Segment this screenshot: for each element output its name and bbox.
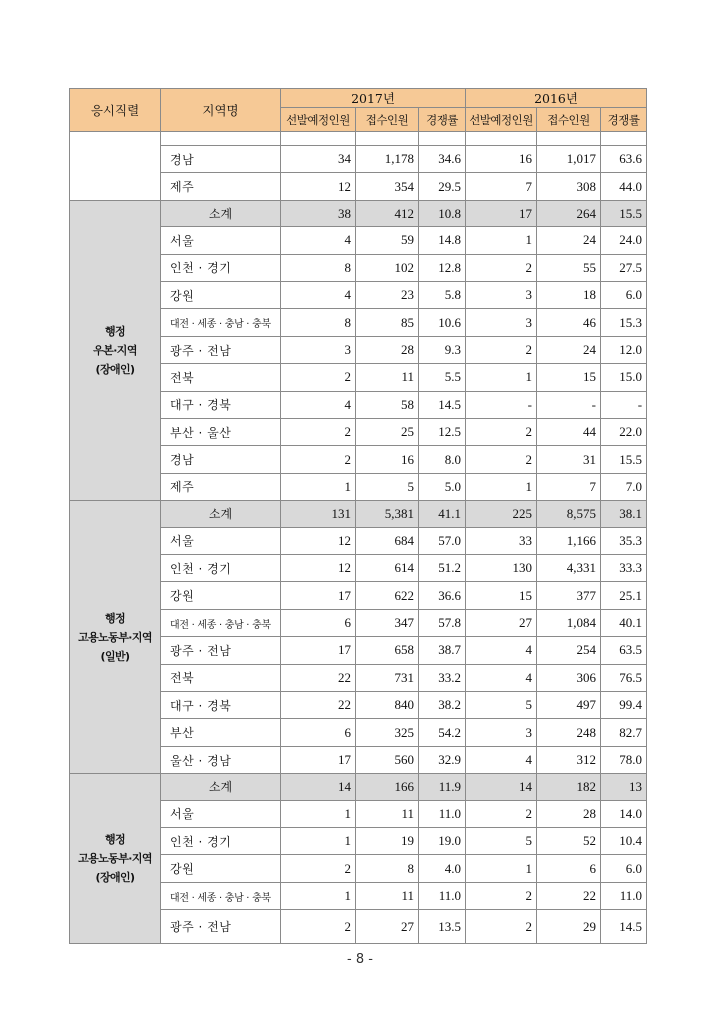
value-cell: 24 bbox=[537, 227, 601, 254]
value-cell: 2 bbox=[466, 419, 537, 446]
region-cell: 서울 bbox=[161, 227, 281, 254]
region-cell: 인천 · 경기 bbox=[161, 555, 281, 582]
value-cell: 29.5 bbox=[419, 173, 466, 200]
value-cell: 52 bbox=[537, 828, 601, 855]
value-cell: 38.7 bbox=[419, 637, 466, 664]
value-cell: 15 bbox=[537, 364, 601, 391]
value-cell: 25.1 bbox=[601, 582, 647, 609]
table-row bbox=[70, 132, 647, 146]
value-cell: 19 bbox=[356, 828, 419, 855]
value-cell: 51.2 bbox=[419, 555, 466, 582]
value-cell: 5 bbox=[466, 692, 537, 719]
value-cell: 14.5 bbox=[419, 391, 466, 418]
value-cell: 36.6 bbox=[419, 582, 466, 609]
value-cell: 377 bbox=[537, 582, 601, 609]
region-cell: 대전 · 세종 · 충남 · 충북 bbox=[161, 309, 281, 336]
value-cell: 15.0 bbox=[601, 364, 647, 391]
header-region: 지역명 bbox=[161, 89, 281, 132]
value-cell: 17 bbox=[281, 746, 356, 773]
subtotal-value: 166 bbox=[356, 774, 419, 801]
value-cell: 54.2 bbox=[419, 719, 466, 746]
value-cell: 1 bbox=[281, 828, 356, 855]
value-cell: 33.3 bbox=[601, 555, 647, 582]
header-year-2016: 2016년 bbox=[466, 89, 647, 108]
region-cell: 대구 · 경북 bbox=[161, 391, 281, 418]
value-cell: 85 bbox=[356, 309, 419, 336]
value-cell: 1,017 bbox=[537, 146, 601, 173]
value-cell: 2 bbox=[466, 800, 537, 827]
subtotal-label: 소계 bbox=[161, 774, 281, 801]
value-cell: 57.0 bbox=[419, 527, 466, 554]
value-cell: 63.6 bbox=[601, 146, 647, 173]
region-cell: 광주 · 전남 bbox=[161, 336, 281, 363]
value-cell: 22 bbox=[537, 882, 601, 909]
value-cell: 35.3 bbox=[601, 527, 647, 554]
value-cell: 4 bbox=[466, 746, 537, 773]
value-cell: 11 bbox=[356, 882, 419, 909]
value-cell: 22.0 bbox=[601, 419, 647, 446]
value-cell: 11.0 bbox=[419, 882, 466, 909]
subtotal-value: 5,381 bbox=[356, 501, 419, 528]
category-line: (장애인) bbox=[95, 871, 135, 885]
value-cell: 11 bbox=[356, 800, 419, 827]
value-cell: 15 bbox=[466, 582, 537, 609]
value-cell: 10.6 bbox=[419, 309, 466, 336]
value-cell: 17 bbox=[281, 637, 356, 664]
value-cell: 6.0 bbox=[601, 855, 647, 882]
value-cell: 6 bbox=[281, 609, 356, 636]
value-cell: 840 bbox=[356, 692, 419, 719]
category-line: 행정 bbox=[104, 611, 126, 625]
value-cell: 658 bbox=[356, 637, 419, 664]
value-cell: 614 bbox=[356, 555, 419, 582]
category-line: (장애인) bbox=[95, 362, 135, 376]
value-cell: 12.0 bbox=[601, 336, 647, 363]
category-line: 행정 bbox=[104, 324, 126, 338]
region-cell: 부산 bbox=[161, 719, 281, 746]
subtotal-row bbox=[70, 501, 647, 528]
value-cell: 55 bbox=[537, 254, 601, 281]
competition-table bbox=[69, 88, 647, 944]
category-cell bbox=[70, 501, 161, 774]
value-cell: 27 bbox=[356, 910, 419, 944]
header-col: 경쟁률 bbox=[419, 108, 466, 132]
value-cell: 63.5 bbox=[601, 637, 647, 664]
value-cell: 306 bbox=[537, 664, 601, 691]
value-cell: 25 bbox=[356, 419, 419, 446]
value-cell: 76.5 bbox=[601, 664, 647, 691]
value-cell: - bbox=[537, 391, 601, 418]
region-cell: 광주 · 전남 bbox=[161, 910, 281, 944]
region-cell: 인천 · 경기 bbox=[161, 254, 281, 281]
value-cell: 14.5 bbox=[601, 910, 647, 944]
value-cell: 15.3 bbox=[601, 309, 647, 336]
value-cell: 4 bbox=[466, 637, 537, 664]
value-cell: 130 bbox=[466, 555, 537, 582]
value-cell: 34.6 bbox=[419, 146, 466, 173]
value-cell: 12 bbox=[281, 527, 356, 554]
value-cell: 684 bbox=[356, 527, 419, 554]
region-cell: 서울 bbox=[161, 527, 281, 554]
value-cell: 58 bbox=[356, 391, 419, 418]
value-cell: 325 bbox=[356, 719, 419, 746]
value-cell: 2 bbox=[281, 419, 356, 446]
value-cell: 4 bbox=[281, 391, 356, 418]
category-cell bbox=[70, 200, 161, 500]
value-cell: 22 bbox=[281, 692, 356, 719]
value-cell: 28 bbox=[356, 336, 419, 363]
value-cell: 11 bbox=[356, 364, 419, 391]
value-cell: 31 bbox=[537, 446, 601, 473]
value-cell: 1,084 bbox=[537, 609, 601, 636]
value-cell: 82.7 bbox=[601, 719, 647, 746]
value-cell: 59 bbox=[356, 227, 419, 254]
value-cell: 3 bbox=[466, 719, 537, 746]
value-cell: 4 bbox=[281, 227, 356, 254]
value-cell: 27 bbox=[466, 609, 537, 636]
value-cell: 4.0 bbox=[419, 855, 466, 882]
value-cell: 12 bbox=[281, 173, 356, 200]
subtotal-value: 14 bbox=[466, 774, 537, 801]
value-cell: 497 bbox=[537, 692, 601, 719]
region-cell: 울산 · 경남 bbox=[161, 746, 281, 773]
value-cell: 2 bbox=[466, 336, 537, 363]
value-cell: 2 bbox=[281, 855, 356, 882]
value-cell: 8 bbox=[281, 309, 356, 336]
page-number: - 8 - bbox=[347, 952, 373, 967]
header-col: 선발예정인원 bbox=[281, 108, 356, 132]
value-cell: 7 bbox=[537, 473, 601, 500]
value-cell: 5.0 bbox=[419, 473, 466, 500]
value-cell: 3 bbox=[281, 336, 356, 363]
value-cell: 1,166 bbox=[537, 527, 601, 554]
value-cell: 7.0 bbox=[601, 473, 647, 500]
value-cell: 18 bbox=[537, 282, 601, 309]
value-cell: 9.3 bbox=[419, 336, 466, 363]
value-cell: 7 bbox=[466, 173, 537, 200]
subtotal-row bbox=[70, 200, 647, 227]
value-cell: 1 bbox=[466, 364, 537, 391]
header-col: 접수인원 bbox=[356, 108, 419, 132]
value-cell: 16 bbox=[356, 446, 419, 473]
value-cell: 2 bbox=[281, 910, 356, 944]
value-cell: 254 bbox=[537, 637, 601, 664]
value-cell: 14.8 bbox=[419, 227, 466, 254]
header-col: 경쟁률 bbox=[601, 108, 647, 132]
value-cell: 2 bbox=[281, 364, 356, 391]
value-cell: 1 bbox=[466, 227, 537, 254]
region-cell: 대전 · 세종 · 충남 · 충북 bbox=[161, 882, 281, 909]
header-col: 접수인원 bbox=[537, 108, 601, 132]
value-cell: 14.0 bbox=[601, 800, 647, 827]
region-cell: 서울 bbox=[161, 800, 281, 827]
subtotal-label: 소계 bbox=[161, 200, 281, 227]
value-cell: - bbox=[466, 391, 537, 418]
region-cell: 제주 bbox=[161, 473, 281, 500]
value-cell: - bbox=[601, 391, 647, 418]
value-cell: 6.0 bbox=[601, 282, 647, 309]
value-cell: 19.0 bbox=[419, 828, 466, 855]
region-cell: 경남 bbox=[161, 446, 281, 473]
value-cell: 33.2 bbox=[419, 664, 466, 691]
value-cell: 27.5 bbox=[601, 254, 647, 281]
value-cell: 44 bbox=[537, 419, 601, 446]
region-cell: 전북 bbox=[161, 364, 281, 391]
value-cell: 1,178 bbox=[356, 146, 419, 173]
value-cell: 6 bbox=[281, 719, 356, 746]
value-cell: 1 bbox=[466, 473, 537, 500]
value-cell: 12 bbox=[281, 555, 356, 582]
value-cell: 40.1 bbox=[601, 609, 647, 636]
subtotal-value: 182 bbox=[537, 774, 601, 801]
category-line: (일반) bbox=[100, 649, 130, 663]
value-cell: 12.8 bbox=[419, 254, 466, 281]
value-cell: 3 bbox=[466, 309, 537, 336]
value-cell: 99.4 bbox=[601, 692, 647, 719]
subtotal-value: 15.5 bbox=[601, 200, 647, 227]
category-line: 고용노동부·지역 bbox=[78, 852, 152, 866]
value-cell: 78.0 bbox=[601, 746, 647, 773]
category-cell bbox=[70, 774, 161, 944]
value-cell bbox=[466, 132, 537, 146]
region-cell: 경남 bbox=[161, 146, 281, 173]
header-year-2017: 2017년 bbox=[281, 89, 466, 108]
value-cell bbox=[281, 132, 356, 146]
subtotal-value: 41.1 bbox=[419, 501, 466, 528]
value-cell: 8.0 bbox=[419, 446, 466, 473]
value-cell: 33 bbox=[466, 527, 537, 554]
value-cell: 28 bbox=[537, 800, 601, 827]
value-cell: 57.8 bbox=[419, 609, 466, 636]
value-cell: 38.2 bbox=[419, 692, 466, 719]
subtotal-row bbox=[70, 774, 647, 801]
value-cell: 102 bbox=[356, 254, 419, 281]
value-cell: 32.9 bbox=[419, 746, 466, 773]
subtotal-value: 17 bbox=[466, 200, 537, 227]
value-cell: 46 bbox=[537, 309, 601, 336]
region-cell: 광주 · 전남 bbox=[161, 637, 281, 664]
region-cell: 제주 bbox=[161, 173, 281, 200]
value-cell: 248 bbox=[537, 719, 601, 746]
value-cell: 5 bbox=[466, 828, 537, 855]
region-cell bbox=[161, 132, 281, 146]
value-cell: 5 bbox=[356, 473, 419, 500]
value-cell bbox=[601, 132, 647, 146]
header-category: 응시직렬 bbox=[70, 89, 161, 132]
value-cell: 1 bbox=[281, 882, 356, 909]
value-cell: 4,331 bbox=[537, 555, 601, 582]
subtotal-value: 264 bbox=[537, 200, 601, 227]
region-cell: 전북 bbox=[161, 664, 281, 691]
subtotal-value: 8,575 bbox=[537, 501, 601, 528]
value-cell: 2 bbox=[466, 254, 537, 281]
value-cell: 24 bbox=[537, 336, 601, 363]
value-cell: 2 bbox=[466, 882, 537, 909]
value-cell: 347 bbox=[356, 609, 419, 636]
value-cell: 11.0 bbox=[419, 800, 466, 827]
subtotal-value: 11.9 bbox=[419, 774, 466, 801]
subtotal-value: 14 bbox=[281, 774, 356, 801]
value-cell: 8 bbox=[281, 254, 356, 281]
subtotal-value: 225 bbox=[466, 501, 537, 528]
value-cell: 34 bbox=[281, 146, 356, 173]
subtotal-value: 10.8 bbox=[419, 200, 466, 227]
value-cell: 12.5 bbox=[419, 419, 466, 446]
value-cell: 29 bbox=[537, 910, 601, 944]
category-line: 우본·지역 bbox=[93, 343, 137, 357]
value-cell: 44.0 bbox=[601, 173, 647, 200]
header-col: 선발예정인원 bbox=[466, 108, 537, 132]
value-cell: 731 bbox=[356, 664, 419, 691]
value-cell: 2 bbox=[466, 910, 537, 944]
value-cell: 17 bbox=[281, 582, 356, 609]
value-cell: 354 bbox=[356, 173, 419, 200]
region-cell: 대전 · 세종 · 충남 · 충북 bbox=[161, 609, 281, 636]
region-cell: 강원 bbox=[161, 282, 281, 309]
value-cell: 11.0 bbox=[601, 882, 647, 909]
subtotal-value: 13 bbox=[601, 774, 647, 801]
region-cell: 부산 · 울산 bbox=[161, 419, 281, 446]
category-cell bbox=[70, 132, 161, 201]
value-cell: 1 bbox=[281, 473, 356, 500]
value-cell: 2 bbox=[466, 446, 537, 473]
subtotal-label: 소계 bbox=[161, 501, 281, 528]
value-cell: 312 bbox=[537, 746, 601, 773]
value-cell: 4 bbox=[466, 664, 537, 691]
value-cell: 13.5 bbox=[419, 910, 466, 944]
value-cell: 2 bbox=[281, 446, 356, 473]
subtotal-value: 131 bbox=[281, 501, 356, 528]
region-cell: 대구 · 경북 bbox=[161, 692, 281, 719]
value-cell: 10.4 bbox=[601, 828, 647, 855]
subtotal-value: 412 bbox=[356, 200, 419, 227]
value-cell: 4 bbox=[281, 282, 356, 309]
value-cell: 22 bbox=[281, 664, 356, 691]
value-cell: 23 bbox=[356, 282, 419, 309]
value-cell bbox=[356, 132, 419, 146]
value-cell: 560 bbox=[356, 746, 419, 773]
value-cell: 3 bbox=[466, 282, 537, 309]
value-cell: 15.5 bbox=[601, 446, 647, 473]
value-cell: 16 bbox=[466, 146, 537, 173]
subtotal-value: 38 bbox=[281, 200, 356, 227]
region-cell: 인천 · 경기 bbox=[161, 828, 281, 855]
value-cell: 308 bbox=[537, 173, 601, 200]
value-cell: 24.0 bbox=[601, 227, 647, 254]
value-cell bbox=[419, 132, 466, 146]
category-line: 고용노동부·지역 bbox=[78, 630, 152, 644]
value-cell bbox=[537, 132, 601, 146]
value-cell: 5.5 bbox=[419, 364, 466, 391]
category-line: 행정 bbox=[104, 833, 126, 847]
value-cell: 5.8 bbox=[419, 282, 466, 309]
region-cell: 강원 bbox=[161, 855, 281, 882]
subtotal-value: 38.1 bbox=[601, 501, 647, 528]
value-cell: 622 bbox=[356, 582, 419, 609]
region-cell: 강원 bbox=[161, 582, 281, 609]
value-cell: 1 bbox=[466, 855, 537, 882]
value-cell: 8 bbox=[356, 855, 419, 882]
value-cell: 6 bbox=[537, 855, 601, 882]
value-cell: 1 bbox=[281, 800, 356, 827]
